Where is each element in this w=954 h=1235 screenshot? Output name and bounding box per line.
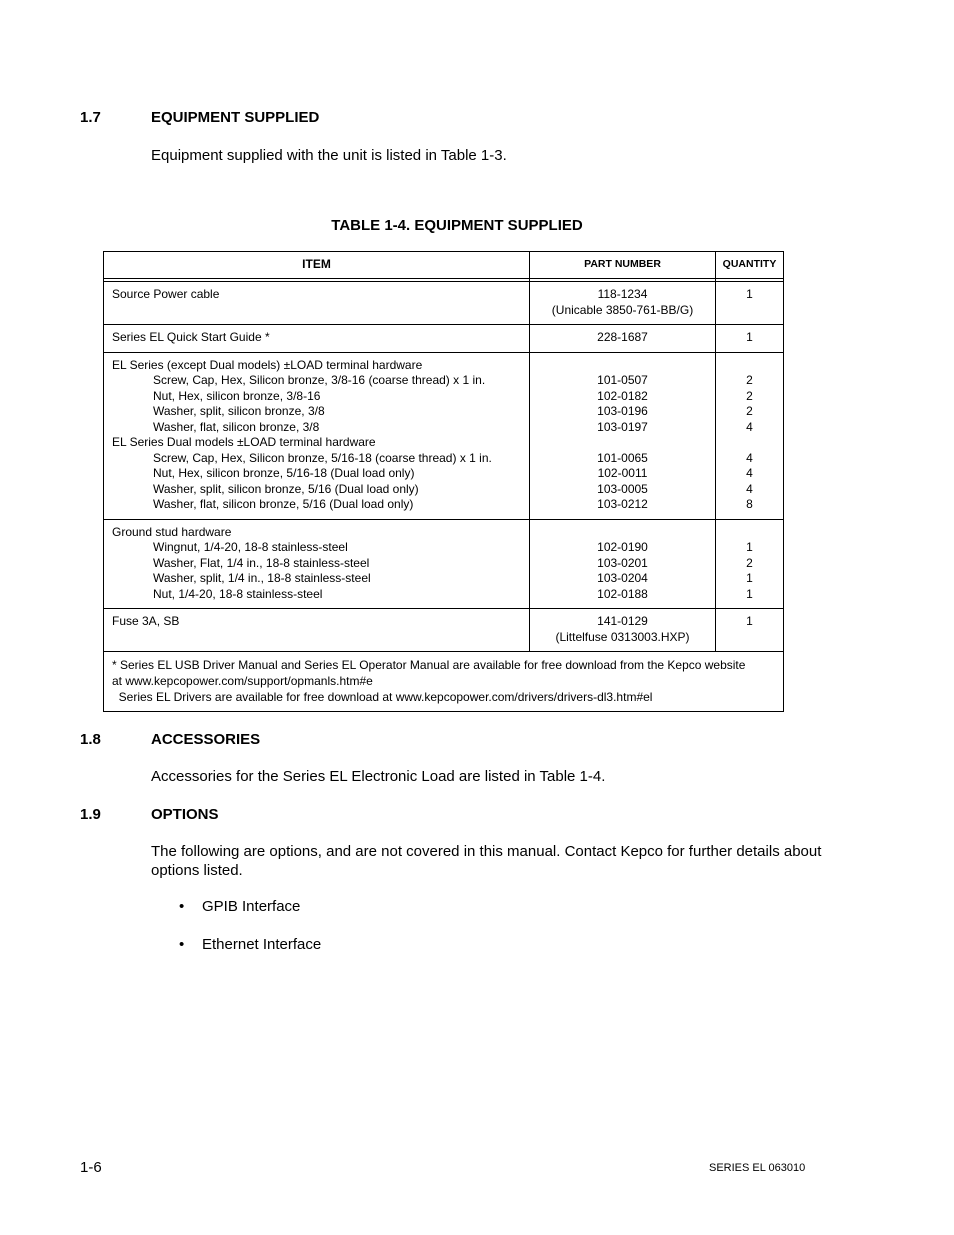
quantity: 2	[746, 555, 753, 570]
part-number-cell	[530, 352, 716, 519]
part-number: 102-0182	[597, 388, 648, 403]
part-number: 102-0190	[597, 540, 648, 554]
section-1-8-title: ACCESSORIES	[151, 731, 261, 748]
quantity: 2	[746, 373, 753, 387]
bullet-marker: •	[179, 898, 185, 915]
option-gpib: GPIB Interface	[202, 898, 301, 915]
part-number: 103-0197	[597, 419, 648, 434]
quantity: 1	[746, 571, 753, 585]
item-line: EL Series Dual models ±LOAD terminal hardware	[112, 435, 376, 449]
quantity	[716, 435, 783, 451]
quantity	[716, 525, 783, 541]
table-row	[104, 609, 784, 652]
item-line: Series EL Quick Start Guide *	[112, 330, 270, 344]
quantity-cell	[716, 282, 784, 325]
part-number-cell	[530, 282, 716, 325]
table-title: TABLE 1-4. EQUIPMENT SUPPLIED	[331, 217, 583, 234]
item-line: Washer, Flat, 1/4 in., 18-8 stainless-steel	[153, 555, 370, 570]
quantity: 1	[746, 540, 753, 554]
section-1-7-body: Equipment supplied with the unit is listed in Table 1-3.	[151, 147, 507, 164]
bullet-marker: •	[179, 936, 185, 953]
part-number: 103-0201	[597, 555, 648, 570]
section-1-8-number: 1.8	[80, 731, 101, 748]
part-number-cell	[530, 325, 716, 353]
part-number	[530, 435, 715, 451]
option-ethernet: Ethernet Interface	[202, 936, 322, 953]
quantity-cell	[716, 325, 784, 353]
part-number: 101-0065	[597, 450, 648, 465]
item-line: Washer, split, 1/4 in., 18-8 stainless-steel	[153, 571, 371, 585]
part-number: 102-0011	[597, 466, 648, 480]
item-line: Nut, Hex, silicon bronze, 3/8-16	[153, 388, 321, 403]
item-cell	[104, 282, 530, 325]
item-line: Fuse 3A, SB	[112, 614, 180, 628]
item-line: Nut, Hex, silicon bronze, 5/16-18 (Dual load only)	[153, 466, 415, 480]
quantity: 1	[746, 614, 753, 628]
section-1-7-number: 1.7	[80, 109, 101, 126]
document-id: SERIES EL 063010	[709, 1162, 806, 1174]
part-number-cell	[530, 609, 716, 652]
quantity: 1	[746, 330, 753, 344]
quantity: 4	[746, 481, 753, 496]
item-cell	[104, 352, 530, 519]
item-cell	[104, 519, 530, 609]
section-1-8-body: Accessories for the Series EL Electronic Load are listed in Table 1-4.	[151, 768, 606, 785]
part-number: 103-0005	[597, 481, 648, 496]
item-cell	[104, 609, 530, 652]
part-number	[530, 358, 715, 374]
quantity: 4	[746, 450, 753, 465]
item-line: Nut, 1/4-20, 18-8 stainless-steel	[153, 586, 323, 601]
quantity: 2	[746, 404, 753, 418]
equipment-table	[103, 251, 784, 712]
header-item: ITEM	[104, 252, 530, 279]
quantity: 1	[746, 586, 753, 601]
quantity-cell	[716, 609, 784, 652]
section-1-9-title: OPTIONS	[151, 806, 219, 823]
table-row	[104, 282, 784, 325]
item-line: EL Series (except Dual models) ±LOAD terminal hardware	[112, 357, 423, 372]
item-line: Screw, Cap, Hex, Silicon bronze, 5/16-18 (coarse thread) x 1 in.	[153, 450, 492, 465]
section-1-7-title: EQUIPMENT SUPPLIED	[151, 109, 320, 126]
quantity-cell	[716, 352, 784, 519]
part-number: 141-0129	[597, 614, 648, 628]
header-quantity: QUANTITY	[716, 252, 784, 279]
table-row	[104, 325, 784, 353]
quantity: 4	[746, 466, 753, 480]
item-line: Wingnut, 1/4-20, 18-8 stainless-steel	[153, 540, 348, 554]
page-number: 1-6	[80, 1159, 102, 1176]
quantity: 8	[746, 497, 753, 511]
item-line: Washer, split, silicon bronze, 3/8	[153, 404, 325, 418]
footnote-line: * Series EL USB Driver Manual and Series EL Operator Manual are available for free download from the Kepco website	[112, 658, 746, 672]
item-line: Washer, flat, silicon bronze, 3/8	[153, 419, 320, 434]
header-part-number: PART NUMBER	[530, 252, 716, 279]
section-1-9-number: 1.9	[80, 806, 101, 823]
quantity: 2	[746, 388, 753, 403]
footnote-line: Series EL Drivers are available for free download at www.kepcopower.com/drivers/drivers-dl3.htm#el	[112, 690, 653, 704]
part-number	[530, 525, 715, 541]
item-line: Washer, flat, silicon bronze, 5/16 (Dual load only)	[153, 497, 414, 511]
item-line: Washer, split, silicon bronze, 5/16 (Dual load only)	[153, 481, 419, 496]
part-number: (Littelfuse 0313003.HXP)	[555, 629, 690, 644]
part-number: 103-0204	[597, 571, 648, 585]
quantity: 4	[746, 419, 753, 434]
item-line: Screw, Cap, Hex, Silicon bronze, 3/8-16 (coarse thread) x 1 in.	[153, 373, 486, 387]
part-number: 101-0507	[597, 373, 648, 387]
part-number: 118-1234	[597, 287, 648, 301]
quantity	[716, 358, 783, 374]
item-line: Source Power cable	[112, 287, 220, 301]
item-line: Ground stud hardware	[112, 524, 232, 539]
part-number: 228-1687	[597, 330, 648, 344]
quantity: 1	[746, 287, 753, 301]
table-row	[104, 519, 784, 609]
part-number: (Unicable 3850-761-BB/G)	[551, 302, 694, 317]
quantity-cell	[716, 519, 784, 609]
footnote-line: at www.kepcopower.com/support/opmanls.htm#e	[112, 674, 373, 688]
part-number-cell	[530, 519, 716, 609]
item-cell	[104, 325, 530, 353]
section-1-9-body: The following are options, and are not covered in this manual. Contact Kepco for further details about options listed.	[151, 843, 822, 879]
part-number: 103-0196	[597, 404, 648, 418]
part-number: 102-0188	[597, 586, 648, 601]
table-footnote	[104, 652, 784, 712]
table-row	[104, 352, 784, 519]
part-number: 103-0212	[597, 497, 648, 511]
